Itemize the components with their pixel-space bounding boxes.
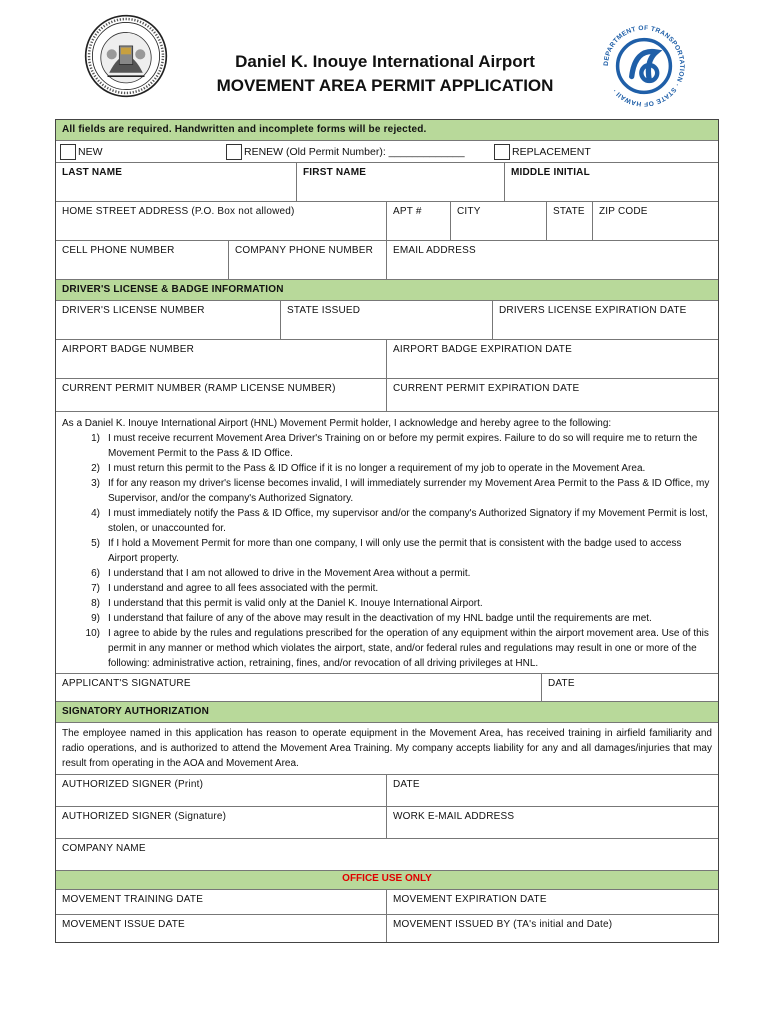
middle-initial-field[interactable]: MIDDLE INITIAL xyxy=(504,163,718,201)
email-field[interactable]: EMAIL ADDRESS xyxy=(386,241,718,279)
agreement-item: 3) If for any reason my driver's license becomes invalid, I will immediately surrender my Movement Area Permit to the Pass & ID Office, my Supervisor, and/or the company's Authorized Signatory. xyxy=(91,478,710,504)
expiration-date-field[interactable]: MOVEMENT EXPIRATION DATE xyxy=(386,890,718,914)
signer-print-field[interactable]: AUTHORIZED SIGNER (Print) xyxy=(62,779,204,790)
agreement-item: 10) I agree to abide by the rules and regulations prescribed for the operation of any equipment within the airport movement area. Use of this permit in any manner or method which violates the airport, state, and/or federal rules and regulations may result in one or more of the following: administrative action, retraining, fines, and/or revocation of all driving privileges at HNL. xyxy=(85,628,709,669)
badge-row xyxy=(56,339,718,378)
office-use-heading: OFFICE USE ONLY xyxy=(56,871,718,889)
renew-label: RENEW (Old Permit Number): _____________ xyxy=(244,145,465,158)
svg-text:DEPARTMENT OF TRANSPORTATION ·: DEPARTMENT OF TRANSPORTATION · STATE OF HAWAII · xyxy=(602,24,686,108)
issue-date-field[interactable]: MOVEMENT ISSUE DATE xyxy=(62,919,185,930)
company-name-row xyxy=(56,838,718,870)
permit-form xyxy=(55,119,719,943)
replacement-checkbox[interactable] xyxy=(494,144,510,160)
signatory-section-heading: SIGNATORY AUTHORIZATION xyxy=(56,702,718,722)
new-checkbox[interactable] xyxy=(60,144,76,160)
last-name-field[interactable]: LAST NAME xyxy=(62,167,123,178)
agreement-item: 4) I must immediately notify the Pass & ID Office, my supervisor and/or the company's Authorized Signatory if my Movement Permit is lost, stolen, or unaccounted for. xyxy=(91,508,708,534)
agreement-intro: As a Daniel K. Inouye International Airport (HNL) Movement Permit holder, I acknowledge and hereby agree to the following: xyxy=(62,418,612,429)
phone-row xyxy=(56,240,718,279)
agreement-row xyxy=(56,411,718,673)
new-option[interactable] xyxy=(56,144,226,160)
signer-signature-field[interactable]: AUTHORIZED SIGNER (Signature) xyxy=(62,811,227,822)
license-row xyxy=(56,300,718,339)
signatory-heading-row xyxy=(56,701,718,722)
signer-print-row xyxy=(56,774,718,806)
agreement-item: 6) I understand that I am not allowed to drive in the Movement Area without a permit. xyxy=(91,568,471,579)
signatory-statement: The employee named in this application has reason to operate equipment in the Movement Area, has received training in airfield familiarity and radio operations, and is authorized to attend the Movement Area Training. My company accepts liability for any and all damages/injuries that may result from operating in the AOA and Movement Area. xyxy=(62,728,712,769)
office-heading-row xyxy=(56,870,718,889)
instructions-text: All fields are required. Handwritten and incomplete forms will be rejected. xyxy=(56,120,718,140)
issued-by-field[interactable]: MOVEMENT ISSUED BY (TA's initial and Date) xyxy=(386,915,718,942)
agreement-block xyxy=(56,412,718,673)
instructions-row xyxy=(56,120,718,140)
agreement-item: 9) I understand that failure of any of the above may result in the deactivation of my HNL badge until the requirements are met. xyxy=(91,613,652,624)
applicant-date-field[interactable]: DATE xyxy=(541,674,718,701)
name-row xyxy=(56,162,718,201)
street-address-field[interactable]: HOME STREET ADDRESS (P.O. Box not allowed) xyxy=(62,206,295,217)
form-title-application: MOVEMENT AREA PERMIT APPLICATION xyxy=(216,76,554,95)
agreement-item: 1) I must receive recurrent Movement Area Driver's Training on or before my permit expires. Failure to do so will require me to return the Movement Permit to the Pass & ID Office. xyxy=(91,433,698,459)
zip-field[interactable]: ZIP CODE xyxy=(592,202,718,240)
agreement-item: 5) If I hold a Movement Permit for more than one company, I will only use the permit that is consistent with the badge used to access Airport property. xyxy=(91,538,682,564)
city-field[interactable]: CITY xyxy=(450,202,546,240)
current-permit-expiration-field[interactable]: CURRENT PERMIT EXPIRATION DATE xyxy=(386,379,718,411)
state-issued-field[interactable]: STATE ISSUED xyxy=(280,301,492,339)
license-expiration-field[interactable]: DRIVERS LICENSE EXPIRATION DATE xyxy=(492,301,718,339)
state-field[interactable]: STATE xyxy=(546,202,592,240)
renew-option[interactable] xyxy=(226,144,494,160)
applicant-signature-field[interactable]: APPLICANT'S SIGNATURE xyxy=(62,678,191,689)
agreement-item: 7) I understand and agree to all fees associated with the permit. xyxy=(91,583,379,594)
training-date-field[interactable]: MOVEMENT TRAINING DATE xyxy=(62,894,204,905)
work-email-field[interactable]: WORK E-MAIL ADDRESS xyxy=(386,807,718,838)
signatory-text-row xyxy=(56,722,718,774)
license-section-heading: DRIVER'S LICENSE & BADGE INFORMATION xyxy=(56,280,718,300)
company-name-field[interactable]: COMPANY NAME xyxy=(62,843,146,854)
badge-expiration-field[interactable]: AIRPORT BADGE EXPIRATION DATE xyxy=(386,340,718,378)
company-phone-field[interactable]: COMPANY PHONE NUMBER xyxy=(228,241,386,279)
office-row-2 xyxy=(56,914,718,942)
apt-field[interactable]: APT # xyxy=(386,202,450,240)
address-row xyxy=(56,201,718,240)
applicant-signature-row xyxy=(56,673,718,701)
renew-checkbox[interactable] xyxy=(226,144,242,160)
replacement-label: REPLACEMENT xyxy=(512,145,591,158)
cell-phone-field[interactable]: CELL PHONE NUMBER xyxy=(62,245,175,256)
license-heading-row xyxy=(56,279,718,300)
license-number-field[interactable]: DRIVER'S LICENSE NUMBER xyxy=(62,305,205,316)
office-row-1 xyxy=(56,889,718,914)
agreement-item: 2) I must return this permit to the Pass & ID Office if it is no longer a requirement of my job to operate in the Movement Area. xyxy=(91,463,646,474)
permit-type-row xyxy=(56,140,718,162)
signer-date-field[interactable]: DATE xyxy=(386,775,718,806)
form-title-airport: Daniel K. Inouye International Airport xyxy=(235,52,535,71)
current-permit-row xyxy=(56,378,718,411)
signer-signature-row xyxy=(56,806,718,838)
agreement-item: 8) I understand that this permit is valid only at the Daniel K. Inouye International Airport. xyxy=(91,598,483,609)
badge-number-field[interactable]: AIRPORT BADGE NUMBER xyxy=(62,344,194,355)
current-permit-field[interactable]: CURRENT PERMIT NUMBER (RAMP LICENSE NUMBER) xyxy=(62,383,336,394)
first-name-field[interactable]: FIRST NAME xyxy=(296,163,504,201)
replacement-option[interactable] xyxy=(494,144,718,160)
new-label: NEW xyxy=(78,145,103,158)
agreement-list xyxy=(62,431,712,671)
